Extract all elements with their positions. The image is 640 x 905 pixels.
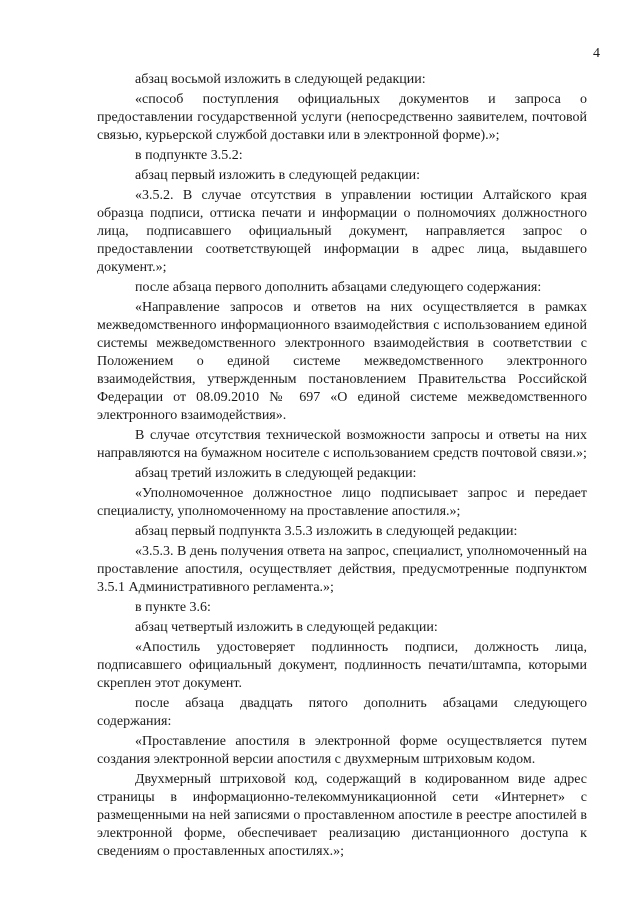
paragraph: абзац первый изложить в следующей редакции: [135, 168, 421, 183]
paragraph: В случае отсутствия технической возможности запросы и ответы на них направляются на бумажном носителе с использованием средств почтовой связи.»; [97, 428, 587, 461]
paragraph: «3.5.2. В случае отсутствия в управлении юстиции Алтайского края образца подписи, оттиска печати и информации о полномочиях должностного лица, подписавшего официальный документ, направляется запрос о предоставлении соответствующей информации в адрес лица, выдавшего документ.»; [97, 188, 587, 275]
paragraph: абзац четвертый изложить в следующей редакции: [135, 620, 438, 635]
paragraph: «способ поступления официальных документов и запроса о предоставлении государственной услуги (непосредственно заявителем, почтовой связью, курьерской службой доставки или в электронной форме).»; [97, 92, 587, 143]
paragraph: после абзаца первого дополнить абзацами следующего содержания: [135, 280, 542, 295]
paragraph: после абзаца двадцать пятого дополнить абзацами следующего содержания: [97, 696, 587, 729]
paragraph: «3.5.3. В день получения ответа на запрос, специалист, уполномоченный на проставление апостиля, осуществляет действия, предусмотренные подпунктом 3.5.1 Административного регламента.»; [97, 544, 587, 595]
paragraph: в пункте 3.6: [135, 600, 211, 615]
paragraph: в подпункте 3.5.2: [135, 148, 243, 163]
paragraph: абзац третий изложить в следующей редакции: [135, 466, 417, 481]
page-number: 4 [593, 46, 600, 61]
paragraph: «Проставление апостиля в электронной форме осуществляется путем создания электронной версии апостиля с двухмерным штриховым кодом. [97, 734, 587, 767]
paragraph: абзац первый подпункта 3.5.3 изложить в следующей редакции: [135, 524, 518, 539]
document-body [97, 71, 587, 863]
paragraph: «Апостиль удостоверяет подлинность подписи, должность лица, подписавшего официальный документ, подлинность печати/штампа, которыми скреплен этот документ. [97, 640, 587, 691]
paragraph: «Направление запросов и ответов на них осуществляется в рамках межведомственного информационного взаимодействия с использованием единой системы межведомственного электронного взаимодействия в соответствии с Положением о единой системе межведомственного электронного взаимодействия, утвержденным постановлением Правительства Российской Федерации от 08.09.2010 № 697 «О единой системе межведомственного электронного взаимодействия». [97, 300, 587, 423]
paragraph: «Уполномоченное должностное лицо подписывает запрос и передает специалисту, уполномоченному на проставление апостиля.»; [97, 486, 587, 519]
paragraph: абзац восьмой изложить в следующей редакции: [135, 72, 426, 87]
paragraph: Двухмерный штриховой код, содержащий в кодированном виде адрес страницы в информационно-телекоммуникационной сети «Интернет» с размещенными на ней записями о проставленном апостиле в реестре апостилей в электронной форме, обеспечивает реализацию дистанционного доступа к сведениям о проставленных апостилях.»; [97, 772, 587, 859]
